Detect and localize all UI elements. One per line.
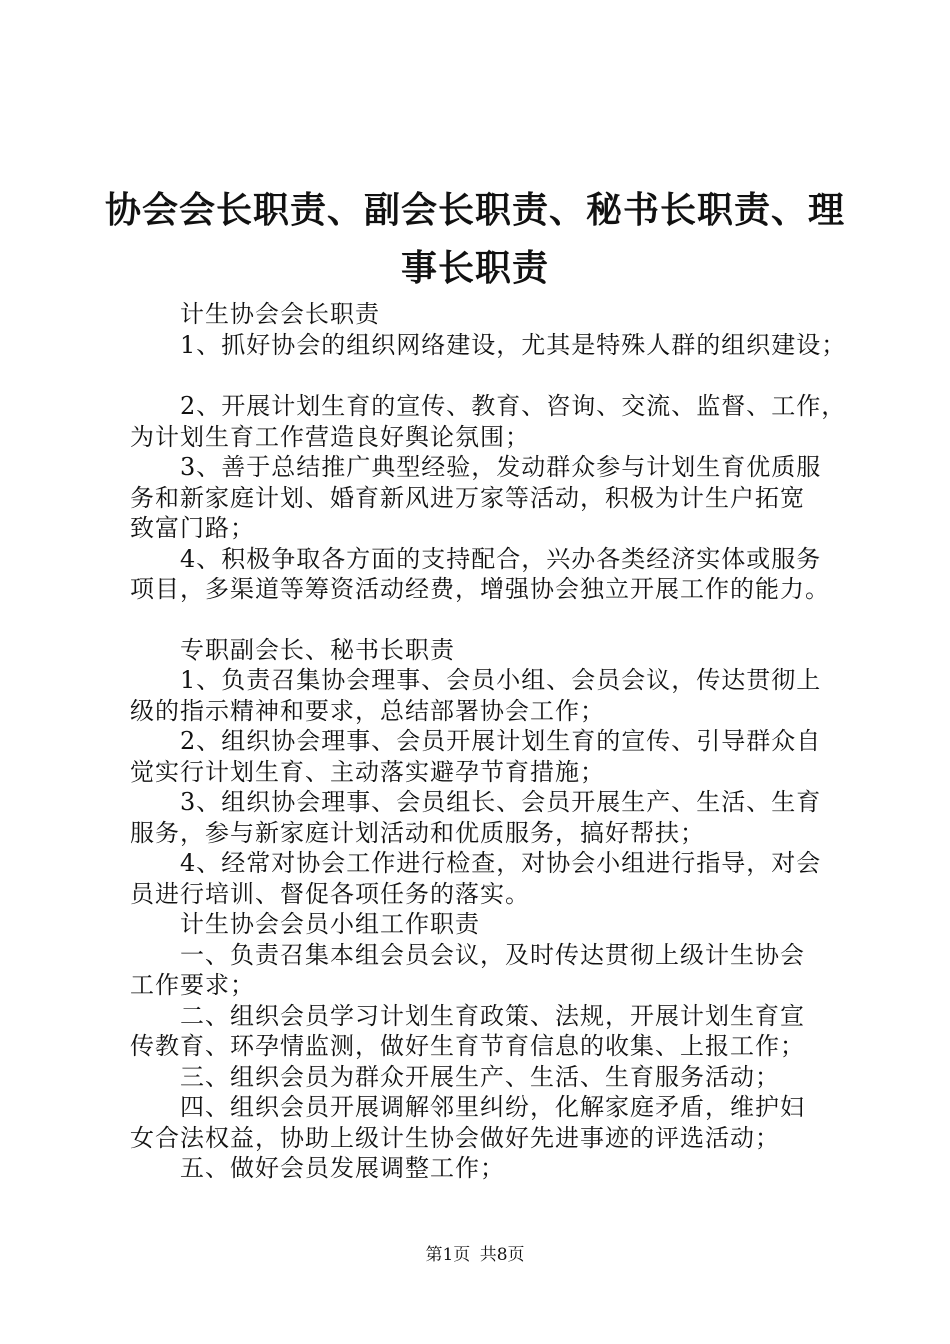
paragraph-line: 4、积极争取各方面的支持配合，兴办各类经济实体或服务 [180, 545, 822, 573]
paragraph-line: 项目，多渠道等筹资活动经费，增强协会独立开展工作的能力。 [130, 575, 830, 603]
paragraph-line: 级的指示精神和要求，总结部署协会工作； [130, 697, 605, 725]
paragraph-line: 女合法权益，协助上级计生协会做好先进事迹的评选活动； [130, 1124, 780, 1152]
paragraph-line: 觉实行计划生育、主动落实避孕节育措施； [130, 758, 605, 786]
paragraph-line: 4、经常对协会工作进行检查，对协会小组进行指导，对会 [180, 849, 822, 877]
document-title-line-1: 协会会长职责、副会长职责、秘书长职责、理 [104, 189, 845, 231]
page-total: 共8页 [479, 1245, 525, 1265]
paragraph-line: 致富门路； [130, 514, 255, 542]
document-title-line-2: 事长职责 [400, 247, 549, 289]
paragraph-line: 五、做好会员发展调整工作； [180, 1154, 505, 1182]
paragraph-line: 二、组织会员学习计划生育政策、法规，开展计划生育宣 [180, 1002, 805, 1030]
section-heading-president: 计生协会会长职责 [180, 300, 380, 328]
paragraph-line: 2、开展计划生育的宣传、教育、咨询、交流、监督、工作， [180, 392, 847, 420]
paragraph-line: 一、负责召集本组会员会议，及时传达贯彻上级计生协会 [180, 941, 805, 969]
paragraph-line: 三、组织会员为群众开展生产、生活、生育服务活动； [180, 1063, 780, 1091]
page-footer [0, 1245, 950, 1265]
page-number: 第1页 [425, 1245, 471, 1265]
paragraph-line: 2、组织协会理事、会员开展计划生育的宣传、引导群众自 [180, 727, 822, 755]
paragraph-line: 传教育、环孕情监测，做好生育节育信息的收集、上报工作； [130, 1032, 805, 1060]
paragraph-line: 1、负责召集协会理事、会员小组、会员会议，传达贯彻上 [180, 666, 822, 694]
paragraph-line: 服务，参与新家庭计划活动和优质服务，搞好帮扶； [130, 819, 705, 847]
paragraph-line: 务和新家庭计划、婚育新风进万家等活动，积极为计生户拓宽 [130, 484, 805, 512]
section-heading-member-group: 计生协会会员小组工作职责 [180, 910, 480, 938]
paragraph-line: 四、组织会员开展调解邻里纠纷，化解家庭矛盾，维护妇 [180, 1093, 805, 1121]
paragraph-line: 员进行培训、督促各项任务的落实。 [130, 880, 530, 908]
paragraph-line: 3、善于总结推广典型经验，发动群众参与计划生育优质服 [180, 453, 822, 481]
paragraph-line: 工作要求； [130, 971, 255, 999]
section-heading-vice-president: 专职副会长、秘书长职责 [180, 636, 455, 664]
paragraph-line: 为计划生育工作营造良好舆论氛围； [130, 423, 530, 451]
paragraph-line: 1、抓好协会的组织网络建设，尤其是特殊人群的组织建设； [180, 331, 847, 359]
paragraph-line: 3、组织协会理事、会员组长、会员开展生产、生活、生育 [180, 788, 822, 816]
